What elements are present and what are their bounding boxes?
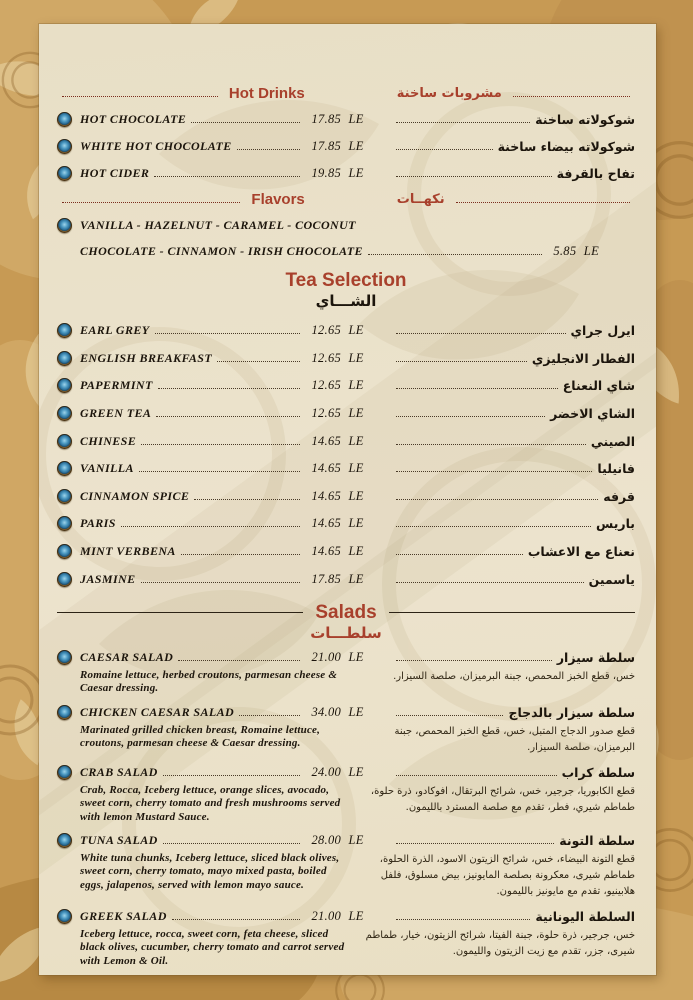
item-name-ar: سلطة سيزار bbox=[556, 650, 635, 666]
dotted-leader bbox=[121, 526, 301, 527]
dotted-leader bbox=[396, 843, 554, 844]
divider-line bbox=[389, 612, 635, 613]
dotted-leader bbox=[396, 775, 556, 776]
item-name-ar: شوكولاته ساخنة bbox=[535, 112, 635, 127]
dotted-leader bbox=[154, 176, 300, 177]
menu-sheet bbox=[39, 24, 656, 975]
brand-seal-icon bbox=[57, 489, 72, 504]
brand-seal-icon bbox=[57, 544, 72, 559]
item-name-en: VANILLA bbox=[80, 461, 134, 476]
item-name-en: CHINESE bbox=[80, 433, 137, 448]
item-price: 14.65 LE bbox=[311, 544, 364, 559]
item-description-en: Crab, Rocca, Iceberg lettuce, orange slices, avocado, sweet corn, cherry tomato and fresh mushrooms served with lemon Mustard Sauce. bbox=[80, 783, 341, 823]
menu-item-row bbox=[57, 483, 635, 511]
salad-descriptions bbox=[57, 852, 635, 900]
dotted-leader bbox=[141, 582, 301, 583]
flavors-list-text: CHOCOLATE - CINNAMON - IRISH CHOCOLATE bbox=[80, 243, 363, 258]
tea-title-en: Tea Selection bbox=[285, 270, 407, 291]
dotted-leader bbox=[396, 388, 557, 389]
flavors-price: 5.85 LE bbox=[553, 243, 599, 258]
dotted-leader bbox=[396, 499, 598, 500]
dotted-leader bbox=[396, 715, 503, 716]
item-price: 12.65 LE bbox=[311, 378, 364, 393]
brand-seal-icon bbox=[57, 516, 72, 531]
dotted-leader bbox=[62, 96, 218, 97]
dotted-leader bbox=[396, 361, 526, 362]
salads-title-ar: سلطـــات bbox=[310, 623, 382, 642]
hot-drinks-header bbox=[57, 81, 635, 106]
dotted-leader bbox=[396, 149, 492, 150]
hot-drinks-title-ar: مشروبات ساخنة bbox=[396, 86, 502, 101]
dotted-leader bbox=[396, 444, 585, 445]
dotted-leader bbox=[396, 176, 551, 177]
menu-item-row bbox=[57, 345, 635, 373]
item-name-ar: سلطة كراب bbox=[561, 765, 635, 781]
brand-seal-icon bbox=[57, 461, 72, 476]
salad-descriptions bbox=[57, 724, 635, 756]
item-price: 17.85 LE bbox=[311, 571, 364, 586]
brand-seal-icon bbox=[57, 650, 72, 665]
item-price: 14.65 LE bbox=[311, 488, 364, 503]
menu-item-row bbox=[57, 317, 635, 345]
dotted-leader bbox=[158, 388, 301, 389]
item-name-ar: نعناع مع الاعشاب bbox=[527, 544, 635, 560]
item-name-ar: السلطة اليونانية bbox=[535, 909, 635, 925]
dotted-leader bbox=[396, 526, 591, 527]
dotted-leader bbox=[368, 254, 542, 255]
salad-item bbox=[57, 830, 635, 900]
item-name-ar: شوكولاته بيضاء ساخنة bbox=[497, 139, 635, 154]
salad-descriptions bbox=[57, 784, 635, 824]
brand-seal-icon bbox=[57, 351, 72, 366]
item-name-en: PAPERMINT bbox=[80, 378, 153, 393]
dotted-leader bbox=[396, 333, 565, 334]
flavors-section bbox=[57, 187, 635, 264]
item-name-en: TUNA SALAD bbox=[80, 833, 158, 848]
brand-seal-icon bbox=[57, 765, 72, 780]
salads-title-en: Salads bbox=[315, 601, 377, 623]
menu-content bbox=[39, 24, 656, 968]
item-name-ar: فانيليا bbox=[597, 461, 635, 477]
menu-item-row bbox=[57, 455, 635, 483]
item-name-en: PARIS bbox=[80, 516, 116, 531]
brand-seal-icon bbox=[57, 218, 72, 233]
item-name-ar: سلطة سيزار بالدجاج bbox=[508, 705, 635, 721]
dotted-leader bbox=[217, 361, 300, 362]
flavors-title-en: Flavors bbox=[251, 191, 305, 208]
item-name-en: GREEN TEA bbox=[80, 406, 152, 421]
dotted-leader bbox=[178, 660, 300, 661]
brand-seal-icon bbox=[57, 139, 72, 154]
item-description-ar: قطع الكابوريا، جرجير، خس، شرائح البرتقال، افوكادو، ذرة حلوة، طماطم شيري، فطر، تقدم مع صلصة المسترد بالليمون. bbox=[370, 785, 635, 813]
dotted-leader bbox=[163, 775, 301, 776]
item-name-en: WHITE HOT CHOCOLATE bbox=[80, 139, 232, 153]
salads-section bbox=[57, 602, 635, 968]
dotted-leader bbox=[396, 471, 592, 472]
item-name-ar: باريس bbox=[596, 516, 635, 532]
dotted-leader bbox=[396, 582, 583, 583]
item-description-en: Romaine lettuce, herbed croutons, parmesan cheese & Caesar dressing. bbox=[80, 668, 338, 695]
dotted-leader bbox=[396, 554, 522, 555]
dotted-leader bbox=[237, 149, 301, 150]
item-description-ar: خس، قطع الخبز المحمص، جبنة البرميزان، صلصة السيزار. bbox=[393, 670, 635, 682]
tea-header bbox=[57, 270, 635, 310]
dotted-leader bbox=[396, 416, 545, 417]
divider-line bbox=[57, 612, 303, 613]
item-description-ar: خس، جرجير، ذرة حلوة، جبنة الفيتا، شرائح الزيتون، خيار، طماطم شيرى، جزر، تقدم مع زيت الزيتون والليمون. bbox=[365, 929, 635, 957]
item-price: 28.00 LE bbox=[311, 833, 364, 848]
tea-list bbox=[57, 317, 635, 593]
dotted-leader bbox=[172, 919, 301, 920]
brand-seal-icon bbox=[57, 909, 72, 924]
dotted-leader bbox=[513, 96, 630, 97]
dotted-leader bbox=[181, 554, 301, 555]
item-price: 34.00 LE bbox=[311, 705, 364, 720]
dotted-leader bbox=[163, 843, 301, 844]
item-name-en: HOT CHOCOLATE bbox=[80, 112, 187, 126]
menu-item-row bbox=[57, 538, 635, 566]
item-name-ar: سلطة التونة bbox=[559, 833, 635, 849]
item-name-en: CHICKEN CAESAR SALAD bbox=[80, 705, 235, 720]
item-name-ar: الفطار الانجليزي bbox=[531, 350, 635, 366]
item-name-ar: الشاي الاخضر bbox=[550, 406, 635, 422]
dotted-leader bbox=[396, 122, 530, 123]
salad-descriptions bbox=[57, 669, 635, 696]
menu-item-row bbox=[57, 106, 635, 133]
item-name-ar: شاي النعناع bbox=[562, 378, 635, 394]
brand-seal-icon bbox=[57, 572, 72, 587]
flavors-list-text: VANILLA - HAZELNUT - CARAMEL - COCONUT bbox=[80, 217, 356, 232]
item-name-ar: ياسمين bbox=[588, 571, 635, 587]
item-name-ar: قرفه bbox=[603, 488, 635, 504]
item-name-en: MINT VERBENA bbox=[80, 544, 176, 559]
brand-seal-icon bbox=[57, 833, 72, 848]
flavors-line-2 bbox=[57, 238, 635, 264]
brand-seal-icon bbox=[57, 434, 72, 449]
menu-item-row bbox=[57, 830, 635, 852]
salads-list bbox=[57, 647, 635, 968]
item-name-en: GREEK SALAD bbox=[80, 909, 167, 924]
flavors-title-ar: نكهــات bbox=[396, 192, 445, 207]
menu-item-row bbox=[57, 565, 635, 593]
item-name-en: CINNAMON SPICE bbox=[80, 488, 190, 503]
menu-item-row bbox=[57, 702, 635, 724]
flavors-header bbox=[57, 187, 635, 212]
brand-seal-icon bbox=[57, 378, 72, 393]
menu-item-row bbox=[57, 906, 635, 928]
dotted-leader bbox=[156, 416, 300, 417]
dotted-leader bbox=[239, 715, 300, 716]
brand-seal-icon bbox=[57, 323, 72, 338]
item-name-en: CRAB SALAD bbox=[80, 765, 158, 780]
dotted-leader bbox=[396, 919, 530, 920]
dotted-leader bbox=[141, 444, 300, 445]
item-price: 14.65 LE bbox=[311, 433, 364, 448]
item-name-ar: تفاح بالقرفة bbox=[556, 166, 635, 181]
item-price: 14.65 LE bbox=[311, 516, 364, 531]
item-name-en: HOT CIDER bbox=[80, 166, 150, 180]
item-description-ar: قطع صدور الدجاج المتبل، خس، قطع الخبز المحمص، جبنة البرميزان، صلصة السيزار. bbox=[394, 725, 635, 753]
brand-seal-icon bbox=[57, 166, 72, 181]
brand-seal-icon bbox=[57, 705, 72, 720]
menu-item-row bbox=[57, 133, 635, 160]
item-price: 24.00 LE bbox=[311, 765, 364, 780]
hot-drinks-title-en: Hot Drinks bbox=[228, 85, 305, 102]
item-price: 21.00 LE bbox=[311, 909, 364, 924]
salads-header bbox=[57, 602, 635, 624]
menu-item-row bbox=[57, 427, 635, 455]
salad-descriptions bbox=[57, 928, 635, 968]
item-price: 19.85 LE bbox=[311, 166, 364, 180]
salad-item bbox=[57, 762, 635, 824]
dotted-leader bbox=[139, 471, 301, 472]
menu-item-row bbox=[57, 647, 635, 669]
item-price: 21.00 LE bbox=[311, 650, 364, 665]
salad-item bbox=[57, 702, 635, 756]
item-price: 12.65 LE bbox=[311, 350, 364, 365]
item-name-en: ENGLISH BREAKFAST bbox=[80, 350, 213, 365]
brand-seal-icon bbox=[57, 112, 72, 127]
menu-item-row bbox=[57, 160, 635, 187]
salad-item bbox=[57, 647, 635, 696]
item-price: 17.85 LE bbox=[311, 112, 364, 126]
item-description-en: Iceberg lettuce, rocca, sweet corn, feta cheese, sliced black olives, cucumber, cherry tomato and carrot served with Lemon & Oil. bbox=[80, 927, 345, 967]
item-price: 12.65 LE bbox=[311, 406, 364, 421]
item-price: 14.65 LE bbox=[311, 461, 364, 476]
item-name-ar: الصيني bbox=[590, 433, 635, 449]
dotted-leader bbox=[456, 202, 630, 203]
item-name-en: EARL GREY bbox=[80, 323, 150, 338]
item-name-ar: ايرل جراي bbox=[570, 323, 635, 339]
dotted-leader bbox=[396, 660, 551, 661]
flavors-line-1 bbox=[57, 212, 635, 238]
salad-item bbox=[57, 906, 635, 968]
tea-section bbox=[57, 270, 635, 593]
dotted-leader bbox=[194, 499, 300, 500]
brand-seal-icon bbox=[57, 406, 72, 421]
item-name-en: JASMINE bbox=[80, 571, 136, 586]
dotted-leader bbox=[62, 202, 240, 203]
dotted-leader bbox=[155, 333, 301, 334]
item-description-ar: قطع التونة البيضاء، خس، شرائح الزيتون الاسود، الذرة الحلوة، طماطم شيرى، معكرونة بصلصة المايونيز، بيض مسلوق، فلفل هلابينيو، تقدم مع مايونيز بالليمون. bbox=[379, 853, 635, 897]
menu-item-row bbox=[57, 762, 635, 784]
hot-drinks-list bbox=[57, 106, 635, 187]
item-description-en: White tuna chunks, Iceberg lettuce, sliced black olives, sweet corn, cherry tomato, mayo mixed pasta, boiled eggs, jalapenos, served with lemon mayo sauce. bbox=[80, 851, 340, 891]
tea-title-ar: الشـــاي bbox=[315, 292, 377, 310]
item-description-en: Marinated grilled chicken breast, Romaine lettuce, croutons, parmesan cheese & Caesar dressing. bbox=[80, 723, 321, 750]
item-name-en: CAESAR SALAD bbox=[80, 650, 174, 665]
menu-item-row bbox=[57, 400, 635, 428]
hot-drinks-section bbox=[57, 81, 635, 187]
menu-item-row bbox=[57, 510, 635, 538]
menu-item-row bbox=[57, 372, 635, 400]
item-price: 17.85 LE bbox=[311, 139, 364, 153]
dotted-leader bbox=[191, 122, 300, 123]
item-price: 12.65 LE bbox=[311, 323, 364, 338]
